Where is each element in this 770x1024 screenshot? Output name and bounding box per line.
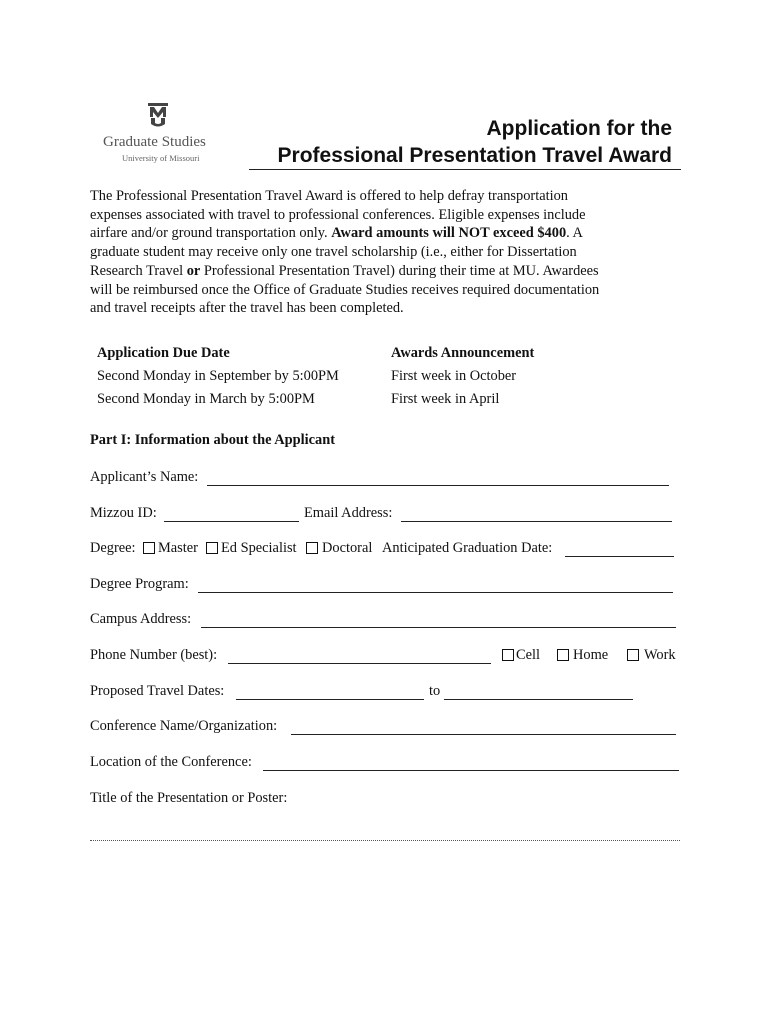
degree-program-label: Degree Program: (90, 576, 189, 592)
award-limit-text: Award amounts will NOT exceed $400 (331, 225, 567, 242)
award-cell: First week in October (391, 368, 517, 384)
mizzou-id-field[interactable] (164, 521, 299, 522)
presentation-title-field[interactable] (90, 840, 680, 841)
award-cell: First week in April (391, 391, 500, 407)
intro-line: expenses associated with travel to professional conferences. Eligible expenses include (90, 206, 586, 223)
travel-dates-label: Proposed Travel Dates: (90, 683, 225, 699)
brand-subtitle: University of Missouri (122, 153, 200, 163)
location-row (90, 754, 680, 774)
campus-address-row (90, 611, 680, 631)
campus-address-field[interactable] (201, 627, 676, 628)
degree-program-row (90, 576, 680, 596)
phone-home-label: Home (573, 647, 609, 663)
intro-text: Professional Presentation Travel) during their time at MU. Awardees (200, 262, 599, 279)
email-label: Email Address: (304, 505, 393, 521)
grad-date-label: Anticipated Graduation Date: (382, 540, 553, 556)
phone-home-checkbox[interactable] (557, 649, 569, 661)
brand-name: Graduate Studies (103, 134, 206, 150)
intro-bold-or: or (186, 262, 201, 279)
id-email-row (90, 505, 680, 525)
presentation-title-row (90, 790, 680, 810)
phone-row (90, 647, 680, 667)
degree-doctoral-checkbox[interactable] (306, 542, 318, 554)
title-divider (249, 169, 681, 170)
due-date-cell: Second Monday in March by 5:00PM (97, 391, 315, 407)
conference-row (90, 718, 680, 738)
travel-start-field[interactable] (236, 699, 424, 700)
email-field[interactable] (401, 521, 672, 522)
phone-label: Phone Number (best): (90, 647, 218, 663)
applicant-name-label: Applicant’s Name: (90, 469, 199, 485)
page-title-line2: Professional Presentation Travel Award (277, 144, 672, 167)
intro-line: and travel receipts after the travel has been completed. (90, 300, 404, 317)
phone-work-label: Work (644, 647, 676, 663)
intro-text: . A (566, 225, 583, 242)
intro-line: graduate student may receive only one travel scholarship (i.e., either for Dissertation (90, 244, 577, 261)
degree-program-field[interactable] (198, 592, 673, 593)
page-title-line1: Application for the (486, 117, 672, 140)
conference-label: Conference Name/Organization: (90, 718, 278, 734)
location-field[interactable] (263, 770, 679, 771)
section-title-part1: Part I: Information about the Applicant (90, 432, 336, 448)
degree-ed-specialist-checkbox[interactable] (206, 542, 218, 554)
award-header: Awards Announcement (391, 345, 535, 361)
intro-line (90, 262, 690, 281)
degree-master-label: Master (158, 540, 198, 556)
travel-end-field[interactable] (444, 699, 633, 700)
applicant-name-field[interactable] (207, 485, 669, 486)
due-date-header: Application Due Date (97, 345, 230, 361)
phone-work-checkbox[interactable] (627, 649, 639, 661)
intro-line: will be reimbursed once the Office of Graduate Studies receives required documentation (90, 281, 600, 298)
mu-logo-icon (148, 103, 168, 127)
degree-master-checkbox[interactable] (143, 542, 155, 554)
grad-date-field[interactable] (565, 556, 674, 557)
intro-line: The Professional Presentation Travel Award is offered to help defray transportation (90, 188, 568, 204)
campus-address-label: Campus Address: (90, 611, 192, 627)
phone-field[interactable] (228, 663, 491, 664)
applicant-name-row (90, 469, 680, 489)
degree-ed-specialist-label: Ed Specialist (221, 540, 297, 556)
location-label: Location of the Conference: (90, 754, 252, 770)
due-date-cell: Second Monday in September by 5:00PM (97, 368, 339, 384)
degree-row (90, 540, 680, 560)
travel-dates-row (90, 683, 680, 703)
conference-field[interactable] (291, 734, 676, 735)
degree-doctoral-label: Doctoral (322, 540, 373, 556)
intro-paragraph (90, 187, 690, 318)
intro-text: airfare and/or ground transportation only. (90, 225, 332, 242)
degree-label: Degree: (90, 540, 136, 556)
phone-cell-checkbox[interactable] (502, 649, 514, 661)
intro-line (90, 224, 690, 243)
mizzou-id-label: Mizzou ID: (90, 505, 157, 521)
presentation-title-label: Title of the Presentation or Poster: (90, 790, 288, 806)
travel-to-label: to (429, 683, 441, 699)
phone-cell-label: Cell (516, 647, 540, 663)
intro-text: Research Travel (90, 262, 187, 279)
